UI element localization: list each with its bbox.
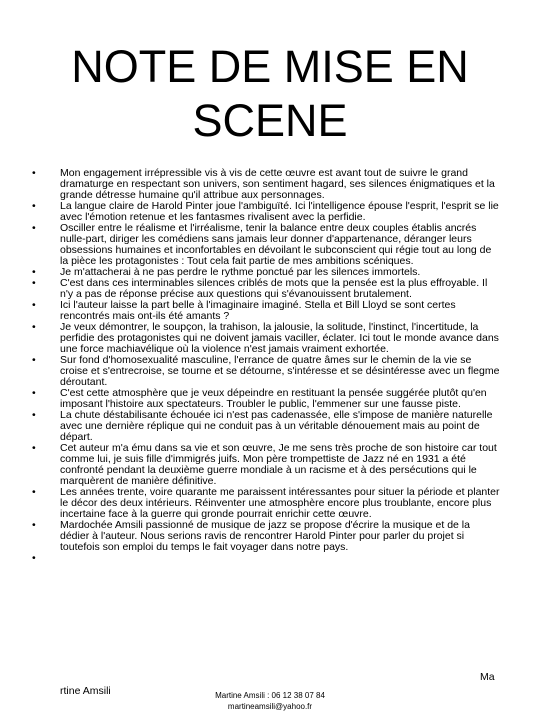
bullet-icon: • (32, 486, 36, 498)
contact-email: martineamsili@yahoo.fr (227, 702, 313, 711)
bullet-icon: • (32, 409, 36, 421)
bullet-icon: • (32, 200, 36, 212)
signature-fragment-left: rtine Amsili (60, 685, 111, 697)
paragraph-text: La langue claire de Harold Pinter joue l'ambiguïté. Ici l'intelligence épouse l'esprit, l'esprit se lie avec l'émotion retenue et les fantasmes rivalisent avec la perfidie. (60, 200, 499, 223)
list-item (32, 201, 502, 223)
bullet-icon: • (32, 442, 36, 454)
signature-fragment-right: Ma (480, 671, 495, 683)
paragraph-text: Mardochée Amsili passionné de musique de jazz se propose d'écrire la musique et de la dédier à l'auteur. Nous serions ravis de rencontrer Harold Pinter pour parler du projet si toutefois son emploi du temps le fait voyager dans notre pays. (60, 519, 470, 553)
paragraph-text: Ici l'auteur laisse la part belle à l'imaginaire imaginé. Stella et Bill Lloyd se sont certes rencontrés mais ont-ils été amants ? (60, 299, 456, 322)
paragraph-text: Je m'attacherai à ne pas perdre le rythme ponctué par les silences immortels. (60, 266, 421, 278)
bullet-icon: • (32, 167, 36, 179)
paragraph-text: Mon engagement irrépressible vis à vis de cette œuvre est avant tout de suivre le grand dramaturge en respectant son univers, son sentiment hagard, ses silences énigmatiques et la grande détresse humaine qu'il attribue aux personnages. (60, 167, 495, 201)
list-item (32, 410, 502, 443)
bullet-icon: • (32, 519, 36, 531)
list-item (32, 223, 502, 267)
list-item (32, 443, 502, 487)
paragraph-text: La chute déstabilisante échouée ici n'est pas cadenassée, elle s'impose de manière naturelle avec une dernière réplique qui ne conduit pas à un véritable dénouement mais au point de départ. (60, 409, 493, 443)
bullet-icon: • (32, 299, 36, 311)
paragraph-text: Osciller entre le réalisme et l'irréalisme, tenir la balance entre deux couples établis ancrés nulle-part, diriger les comédiens sans jamais leur donner d'appartenance, déranger leurs obsessions humaines et inconfortables en dévoilant le subconscient qui régie tout au long de la pièce les protagonistes : Tout cela fait partie de mes ambitions scéniques. (60, 222, 492, 267)
page-title: NOTE DE MISE EN SCENE (71, 41, 469, 146)
bullet-icon: • (32, 266, 36, 278)
bullet-icon: • (32, 321, 36, 333)
bullet-list (32, 167, 502, 564)
bullet-icon: • (32, 354, 36, 366)
list-item (32, 487, 502, 520)
list-item (32, 520, 502, 553)
bullet-icon: • (32, 222, 36, 234)
paragraph-text: Je veux démontrer, le soupçon, la trahison, la jalousie, la solitude, l'instinct, l'incertitude, la perfidie des protagonistes qui ne doivent jamais vaciller, éclater. Ici tout le monde avance dans une force machiavélique où la violence n'est jamais vraiment exhortée. (60, 321, 499, 355)
list-item (32, 300, 502, 322)
paragraph-text: Cet auteur m'a ému dans sa vie et son œuvre, Je me sens très proche de son histoire car tout comme lui, je suis fille d'immigrés juifs. Mon père trompettiste de Jazz né en 1931 a été confronté pendant la deuxième guerre mondiale à un racisme et à des persécutions qui le marquèrent de manière définitive. (60, 442, 497, 487)
bullet-icon: • (32, 277, 36, 289)
paragraph-text: C'est dans ces interminables silences criblés de mots que la pensée est la plus effroyable. Il n'y a pas de réponse précise aux questions qui s'évanouissent brutalement. (60, 277, 488, 300)
paragraph-text: C'est cette atmosphère que je veux dépeindre en restituant la pensée suggérée plutôt qu'en imposant l'histoire aux spectateurs. Troubler le public, l'emmener sur une fausse piste. (60, 387, 487, 410)
list-item (32, 355, 502, 388)
list-item (32, 278, 502, 300)
paragraph-text: Les années trente, voire quarante me paraissent intéressantes pour situer la période et planter le décor des deux intérieurs. Réinventer une atmosphère encore plus troublante, encore plus incertaine face à la guerre qui gronde pourrait enrichir cette œuvre. (60, 486, 500, 520)
list-item (32, 388, 502, 410)
paragraph-text: Sur fond d'homosexualité masculine, l'errance de quatre âmes sur le chemin de la vie se croise et s'entrecroise, se tourne et se détourne, s'intéresse et se désintéresse avec un flegme déroutant. (60, 354, 500, 388)
list-item (32, 168, 502, 201)
contact-block (180, 690, 360, 712)
bullet-icon: • (32, 387, 36, 399)
list-item (32, 322, 502, 355)
contact-phone: Martine Amsili : 06 12 38 07 84 (215, 691, 325, 700)
bullet-icon: • (32, 552, 36, 564)
